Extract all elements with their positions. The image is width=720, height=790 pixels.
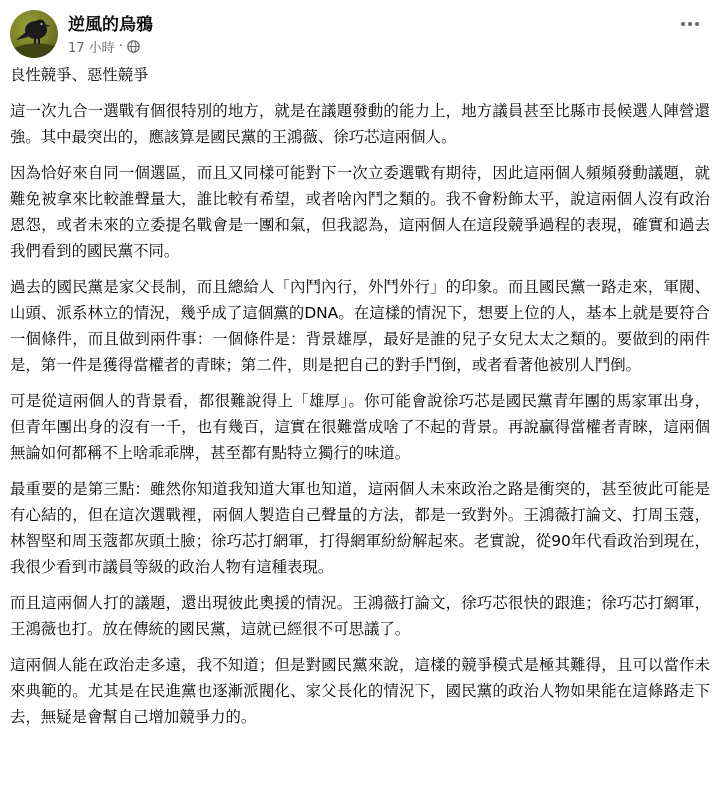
post-paragraph: 過去的國民黨是家父長制，而且總給人「內鬥內行，外鬥外行」的印象。而且國民黨一路走來，軍閥、山頭、派系林立的情況，幾乎成了這個黨的DNA。在這樣的情況下，想要上位的人，基本上就是要符合一個條件，而且做到兩件事：一個條件是：背景雄厚，最好是誰的兒子女兒太太之類的。要做到的兩件是，第一件是獲得當權者的青睞；第二件，則是把自己的對手鬥倒，或者看著他被別人鬥倒。 <box>10 278 710 374</box>
post-paragraph: 這一次九合一選戰有個很特別的地方，就是在議題發動的能力上，地方議員甚至比縣市長候選人陣營還強。其中最突出的，應該算是國民黨的王鴻薇、徐巧芯這兩個人。 <box>10 102 710 146</box>
more-options-dot <box>695 22 699 26</box>
post-meta <box>68 37 140 56</box>
avatar[interactable] <box>10 10 58 58</box>
post-body <box>10 62 710 740</box>
post-paragraph: 可是從這兩個人的背景看，都很難說得上「雄厚」。你可能會說徐巧芯是國民黨青年團的馬家軍出身，但青年團出身的沒有一千，也有幾百，這實在很難當成啥了不起的背景。再說贏得當權者青睞，這兩個無論如何都稱不上啥乖乖牌，甚至都有點特立獨行的味道。 <box>10 392 710 462</box>
post-paragraph: 良性競爭、惡性競爭 <box>10 66 149 84</box>
author-name[interactable]: 逆風的烏鴉 <box>68 15 153 35</box>
post-header <box>10 8 710 56</box>
post-paragraph: 這兩個人能在政治走多遠，我不知道；但是對國民黨來說，這樣的競爭模式是極其難得，且可以當作未來典範的。尤其是在民進黨也逐漸派閥化、家父長化的情況下，國民黨的政治人物如果能在這條路走下去，無疑是會幫自己增加競爭力的。 <box>10 656 710 726</box>
more-options-dot <box>688 22 692 26</box>
more-options-icon <box>681 22 685 26</box>
globe-icon[interactable] <box>127 40 140 53</box>
post-paragraph: 因為恰好來自同一個選區，而且又同樣可能對下一次立委選戰有期待，因此這兩個人頻頻發動議題，就難免被拿來比較誰聲量大，誰比較有希望，或者啥內鬥之類的。我不會粉飾太平，說這兩個人沒有政治恩怨，或者未來的立委提名戰會是一團和氣，但我認為，這兩個人在這段競爭過程的表現，確實和過去我們看到的國民黨不同。 <box>10 164 710 260</box>
post-timestamp[interactable]: 17 小時 <box>68 41 115 56</box>
post-paragraph: 而且這兩個人打的議題，還出現彼此奧援的情況。王鴻薇打論文，徐巧芯很快的跟進；徐巧芯打網軍，王鴻薇也打。放在傳統的國民黨，這就已經很不可思議了。 <box>10 594 710 638</box>
crow-avatar-icon <box>10 10 58 58</box>
meta-separator: · <box>118 39 123 54</box>
post-paragraph: 最重要的是第三點：雖然你知道我知道大軍也知道，這兩個人未來政治之路是衝突的，甚至彼此可能是有心結的，但在這次選戰裡，兩個人製造自己聲量的方法，都是一致對外。王鴻薇打論文、打周玉蔻，林智堅和周玉蔻都灰頭土臉；徐巧芯打網軍，打得網軍紛紛解起來。老實說，從90年代看政治到現在，我很少看到市議員等級的政治人物有這種表現。 <box>10 480 710 576</box>
more-options-button[interactable] <box>674 12 706 36</box>
